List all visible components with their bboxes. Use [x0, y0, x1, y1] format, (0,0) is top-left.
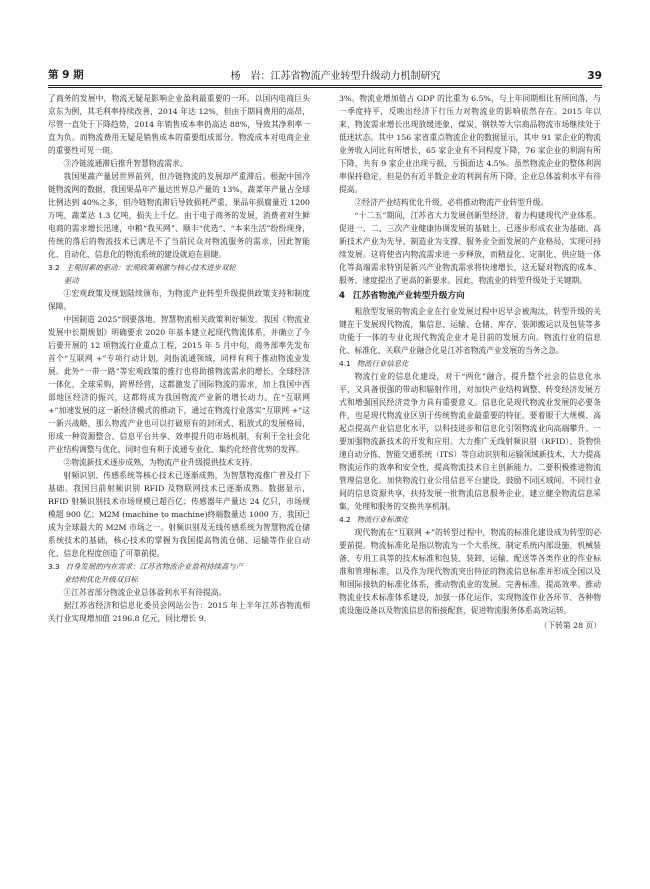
- page-number: 39: [587, 70, 602, 82]
- section-heading: [339, 290, 601, 303]
- body-paragraph: 物流行业的信息化建设，对于“两化”融合，提升整个社会的信息化水平，又具备很强的带动和辐射作用，对加快产业结构调整、转变经济发展方式和增强国民经济竞争力具有重要意义。信息化是现代物流业发展的必要条件，也是现代物流业区别于传统物流业最重要的特征。要着眼于大规模、高起点提高产业信息化水平，以科技进步和信息化引领物流业向高端攀升。一要加强物流新技术的开发和应用。大力推广无线射频识别（RFID）、货物快速自动分拣、智能交通系统（ITS）等自动识别和运输领域新技术，大力提高物流运作的效率和安全性，提高物流技术自主创新能力。二要积极推进物流管理信息化。加快物流行业公用信息平台建设，鼓励不同区域间、不同行业间的信息资源共享，扶持发展一批物流信息服务企业，建立健全物流信息采集、处理和服务的交换共享机制。: [339, 372, 601, 511]
- subsection-number: 3.3: [48, 562, 60, 571]
- subsection-title: 物流行业信息化: [356, 359, 409, 368]
- body-paragraph: “十二五”期间，江苏省大力发展创新型经济，着力构建现代产业体系。促进一、二、三次产业健康协调发展的基础上，已逐步形成农业为基础、高新技术产业为先导、制造业为支撑、服务业全面发展的产业格局，实现可持续发展。这将使省内物流需求进一步释放，而精益化、定制化、供应链一体化等高端需求特别是新兴产业物流需求将快速增长，这无疑对物流的成本、服务、速度提出了更高的新要求。因此，物流业的转型升级处于关键期。: [339, 211, 601, 285]
- subsection-title: 主观因素的驱动：宏观政策刺激与核心技术进步双轮: [65, 263, 236, 272]
- subsection-number: 4.1: [339, 359, 351, 368]
- header-rule-thin: [48, 87, 602, 88]
- subsection-heading: [48, 261, 310, 274]
- subsection-title: 自身发展的内在需求：江苏省物流企业盈利持续高与产: [65, 562, 244, 571]
- running-header: [48, 66, 602, 82]
- section-title: 江苏省物流产业转型升级方向: [352, 291, 465, 301]
- header-rule: [48, 85, 602, 86]
- continuation-note: （下转第 28 页）: [539, 621, 601, 630]
- subsection-title-continued: 驱动: [64, 276, 79, 285]
- body-paragraph: 粗放型发展的物流企业在行业发展过程中迟早会被淘汰，转型升级的关键在于发展现代物流，集信息、运输、仓储、库存、装卸搬运以及包装等多功能于一体的专业化现代物流企业才是目前的发展方向。物流行业的信息化、标准化、关联产业融合化是江苏省物流产业发展的当务之急。: [339, 307, 601, 355]
- issue-number: 第 9 期: [48, 69, 84, 81]
- section-number: 4: [339, 291, 345, 301]
- body-paragraph: ①江苏省部分物流企业总体盈利水平有待提高。: [63, 588, 227, 597]
- body-paragraph: 射频识别、传感系统等核心技术已逐渐成熟，为智慧物流推广普及打下基础。我国目前射频识别 RFID 及物联网技术已逐渐成熟。数据显示，RFID 射频识别技术市场规模已超百亿；传感器年产量达 24 亿只，市场规模超 900 亿；M2M (machine to machine)终端数量达 1000 万，我国已成为全球最大的 M2M 市场之一。射频识别及无线传感系统为智慧物流仓储系统技术的基础，核心技术的掌握为我国提高物流仓储、运输等作业自动化、信息化程度创造了可靠前提。: [48, 471, 310, 558]
- left-column: [48, 92, 310, 854]
- body-paragraph: ②经济产业结构优化升级，必将推动物流产业转型升级。: [354, 198, 549, 207]
- subsection-title: 物流行业标准化: [356, 515, 409, 524]
- body-paragraph: 我国果蔬产量居世界前列，但冷链物流的发展却严重滞后。根据中国冷链物流网的数据，我国果品年产量达世界总产量的 13%，蔬菜年产量占全球比例达到 40%之多，但冷链物流滞后导致损耗严重，果品年损腐量近 1200 万吨，蔬菜达 1.3 亿吨，损失上千亿。由于电子商务的发展，消费者对生鲜电商的需求增长迅速，中粮“我买网”、顺丰“优选”、“本来生活”纷纷现身，传统的落后的物流技术已满足不了当前民众对物流服务的需求，因此智能化、自动化、信息化的物流系统的建设就迫在眉睫。: [48, 172, 310, 259]
- subsection-heading: [48, 560, 310, 573]
- right-column: [339, 92, 601, 854]
- subsection-heading: [339, 357, 601, 370]
- body-paragraph: 了商务的发展中，物流无疑是影响企业盈利最重要的一环。以国内电商巨头京东为例，其毛利率持续改善，2014 年达 12%，但由于期间费用的高昂，尽管一直处于下降趋势，2014 年销售成本率仍高达 88%，导致其净利率一直为负。而物流费用无疑是销售成本的重要组成部分。物流成本对电商企业的重要性可见一斑。: [48, 94, 310, 155]
- subsection-heading: [339, 513, 601, 526]
- subsection-title-continued: 业结构优化升级双目标: [64, 575, 138, 584]
- body-paragraph: ①宏观政策及规划陆续颁布，为物流产业转型升级提供政策支持和制度保障。: [48, 289, 310, 311]
- subsection-number: 3.2: [48, 263, 60, 272]
- body-paragraph: 中国制造 2025”纲要落地，智慧物流相关政策利好频发。我国《物流业发展中长期规划》明确要求 2020 年基本建立起现代物流体系，并确立了今后要开展的 12 项物流行业重点工程，2015 年 5 月中旬，商务部率先发布首个“互联网 +”专项行动计划，剑指流通领域，同样有利于推动物流业发展。此外“一带一路”等宏观政策的推行也将助推物流需求的增长。全球经济一体化，全球采购，跨界经营，这都激发了国际物流的需求，加上我国中西部地区经济的振兴，这都将成为我国物流产业新的增长动力。在“互联网 +”加速发展的这一新经济模式的推动下，通过在物流行业落实“互联网 +”这一新兴战略，那么物流产业也可以打破原有的封闭式、粗放式的发展格局，形成一种资源整合、信息平台共享、效率提升的市场机制，有利于全社会化产业结构调整与优化，同时也有利于流通专业化、集约化经营优势的发挥。: [48, 315, 310, 454]
- subsection-number: 4.2: [339, 515, 351, 524]
- body-paragraph: ③冷链流通滞后推升智慧物流需求。: [63, 159, 188, 168]
- body-paragraph: 3%。物流业增加值占 GDP 的比重为 6.5%，与上年同期相比有所回落，与一季度持平，反映出经济下行压力对物流业的影响依然存在。2015 年以来，物流需求增长出现放缓迹象，煤炭、钢铁等大宗商品物流市场继续处于低迷状态。其中 156 家省重点物流企业的数据显示，其中 91 家企业的物流业务收入同比有所增长，65 家企业有不同程度下降，76 家企业的利润有所下降，共有 9 家企业出现亏损，亏损面达 4.5%。虽然物流企业的整体利润率保持稳定，但是仍有近半数企业的利润有所下降，企业总体盈利水平有待提高。: [339, 94, 601, 194]
- body-paragraph: 现代物流在“互联网 +”的转型过程中，物流的标准化建设成为转型的必要前提。物流标准化是指以物流为一个大系统，制定系统内部设施、机械装备、专用工具等的技术标准和包装、装卸、运输、配送等各类作业的作业标准和管理标准，以及作为现代物流突出特征的物流信息标准并形成全国以及和国际接轨的标准化体系，推动物流业的发展。完善标准，提高效率。推动物流业技术标准体系建设，加强一体化运作，实现物流作业各环节、各种物流设施设备以及物流信息的衔接配套，促进物流服务体系高效运转。: [339, 528, 601, 615]
- running-title: 杨 岩：江苏省物流产业转型升级动力机制研究: [230, 71, 441, 82]
- body-paragraph: ②物流新技术逐步成熟，为物流产业升级提供技术支持。: [63, 458, 258, 467]
- body-paragraph: 据江苏省经济和信息化委员会网站公告：2015 年上半年江苏省物流相关行业实现增加值 2196.8 亿元，同比增长 9.: [48, 601, 310, 623]
